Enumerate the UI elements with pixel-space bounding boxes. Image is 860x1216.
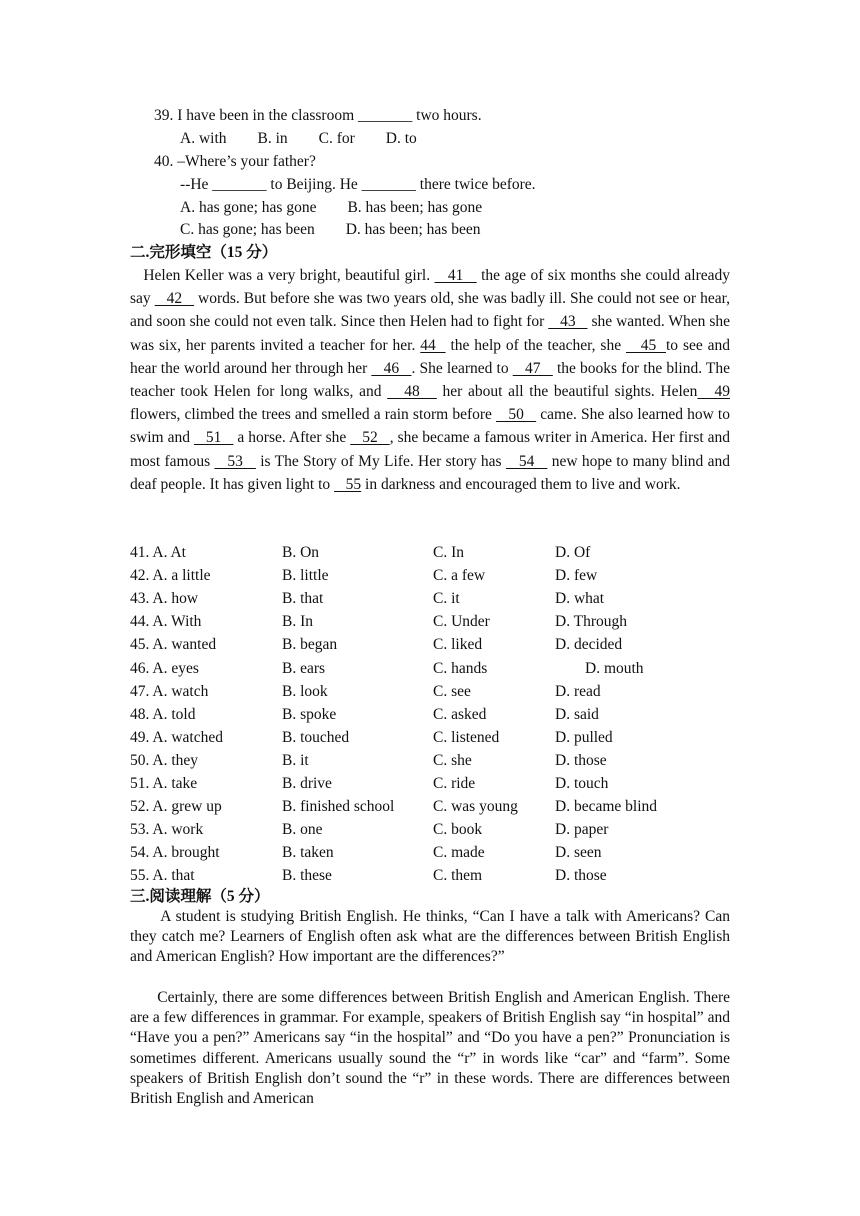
option-a: 54. A. brought [130,844,220,862]
option-c: C. Under [433,613,490,631]
option-d: D. seen [555,844,602,862]
option-a: 50. A. they [130,751,199,769]
cloze-text: to see and hear the world around her through her [130,336,731,377]
option-c: C. ride [433,775,476,792]
cloze-blank: 43 [548,313,588,331]
question-39-options: A. with B. in C. for D. to [180,130,417,147]
option-b: B. began [282,636,338,654]
cloze-text: she wanted. When she was six, her parents invited a teacher for her. [130,313,731,354]
option-d: D. Of [555,544,591,561]
option-b: B. ears [282,659,326,677]
option-c: C. In [433,544,464,561]
option-c: C. listened [433,728,500,746]
option-b: B. drive [282,775,332,792]
option-a: 45. A. wanted [130,636,217,654]
cloze-blank: 42 [154,290,195,308]
option-b: B. touched [282,728,350,746]
cloze-blank: 51 [193,429,234,447]
cloze-text: came. She also learned how to swim and [130,406,730,447]
question-39-stem: 39. I have been in the classroom _______ two hours. [154,107,482,124]
option-c: C. see [433,682,471,700]
option-d: D. became blind [555,798,658,816]
section-3-heading: 三.阅读理解（5 分） [130,888,270,905]
cloze-text: . She learned to [411,359,513,377]
option-c: C. hands [433,659,488,677]
option-a: 41. A. At [130,544,186,561]
cloze-text: new hope to many blind and deaf people. It has given light to [130,452,731,493]
option-c: C. was young [433,798,518,816]
option-b: B. In [282,613,313,631]
option-d: D. what [555,590,605,608]
option-d: D. touch [555,775,609,792]
cloze-blank: 52 [350,429,390,447]
reading-paragraph-2: Certainly, there are some differences between British English and American English. There are a few differences in grammar. For example, speakers of British English say “in hospital” and “Have you a pen?” Americans say “in the hospital” and “Do you have a pen?” Pronunciation is sometimes different. Americans usually sound the “r” in words like “car” and “farm”. Some speakers of British English don’t sound the “r” in these words. There are differences between British English and American [130,989,730,1108]
question-40-options-ab: A. has gone; has gone B. has been; has gone [180,199,483,216]
cloze-text: a horse. After she [233,429,351,447]
option-d: D. Through [555,613,628,631]
cloze-blank: 53 [214,452,256,470]
option-c: C. asked [433,705,487,723]
option-d: D. mouth [585,659,644,677]
cloze-text: is The Story of My Life. Her story has [255,452,506,470]
cloze-text: Helen Keller was a very bright, beautiful girl. [130,267,435,284]
cloze-text: , she became a famous writer in America. Her first and most famous [130,429,731,470]
option-c: C. book [433,821,483,839]
option-a: 49. A. watched [130,728,223,746]
option-a: 53. A. work [130,821,204,839]
cloze-blank: 45 [626,336,666,354]
option-a: 55. A. that [130,867,195,885]
option-b: B. finished school [282,798,395,816]
cloze-blank: 54 [505,452,548,470]
option-c: C. a few [433,567,486,585]
option-c: C. them [433,867,483,885]
question-40-dialogue: --He _______ to Beijing. He _______ there twice before. [180,176,536,193]
cloze-text: the age of six months she could already say [130,267,731,308]
option-b: B. these [282,867,332,885]
option-b: B. On [282,544,320,561]
cloze-text: flowers, climbed the trees and smelled a rain storm before [130,406,497,424]
option-d: D. paper [555,821,609,839]
cloze-text: the help of the teacher, she [445,336,626,354]
cloze-passage [130,264,730,496]
cloze-text: the books for the blind. The teacher took Helen for long walks, and [130,359,731,401]
option-d: D. those [555,867,607,885]
option-d: D. said [555,705,599,723]
option-a: 47. A. watch [130,682,209,700]
option-a: 44. A. With [130,613,202,631]
question-40-stem: 40. –Where’s your father? [154,153,316,170]
option-d: D. few [555,567,598,585]
cloze-blank: 44 [420,336,446,354]
option-b: B. it [282,751,309,769]
option-c: C. made [433,844,485,862]
option-a: 43. A. how [130,590,199,608]
question-40-options-cd: C. has gone; has been D. has been; has been [180,221,481,238]
cloze-blank: 41 [434,267,477,284]
cloze-blank: 46 [371,359,412,377]
option-b: B. taken [282,844,334,862]
option-a: 42. A. a little [130,567,211,585]
cloze-blank: 55 [334,475,362,493]
cloze-text: in darkness and encouraged them to live and work. [361,475,681,493]
option-d: D. decided [555,636,623,654]
option-a: 48. A. told [130,705,196,723]
option-b: B. look [282,682,328,700]
cloze-text: words. But before she was two years old, she was badly ill. She could not see or hear, and soon she could not even talk. Since then Helen had to fight for [130,290,731,331]
option-d: D. those [555,751,607,769]
section-2-heading: 二.完形填空（15 分） [130,244,278,261]
cloze-blank: 47 [512,359,553,377]
reading-paragraph-1: A student is studying British English. He thinks, “Can I have a talk with Americans? Can they catch me? Learners of English often ask what are the differences between British English and American English? How important are the differences?” [130,908,730,966]
option-a: 51. A. take [130,775,198,792]
option-c: C. it [433,590,460,608]
option-c: C. she [433,751,472,769]
cloze-blank: 48 [387,383,437,401]
option-a: 46. A. eyes [130,659,199,677]
cloze-blank: 50 [496,406,537,424]
option-b: B. one [282,821,323,839]
option-c: C. liked [433,636,483,654]
cloze-blank: 49 [697,383,731,401]
option-b: B. little [282,567,329,585]
option-d: D. pulled [555,728,613,746]
option-b: B. that [282,590,324,608]
option-a: 52. A. grew up [130,798,222,816]
cloze-text: her about all the beautiful sights. Helen [436,383,698,401]
option-d: D. read [555,682,601,700]
option-b: B. spoke [282,705,337,723]
